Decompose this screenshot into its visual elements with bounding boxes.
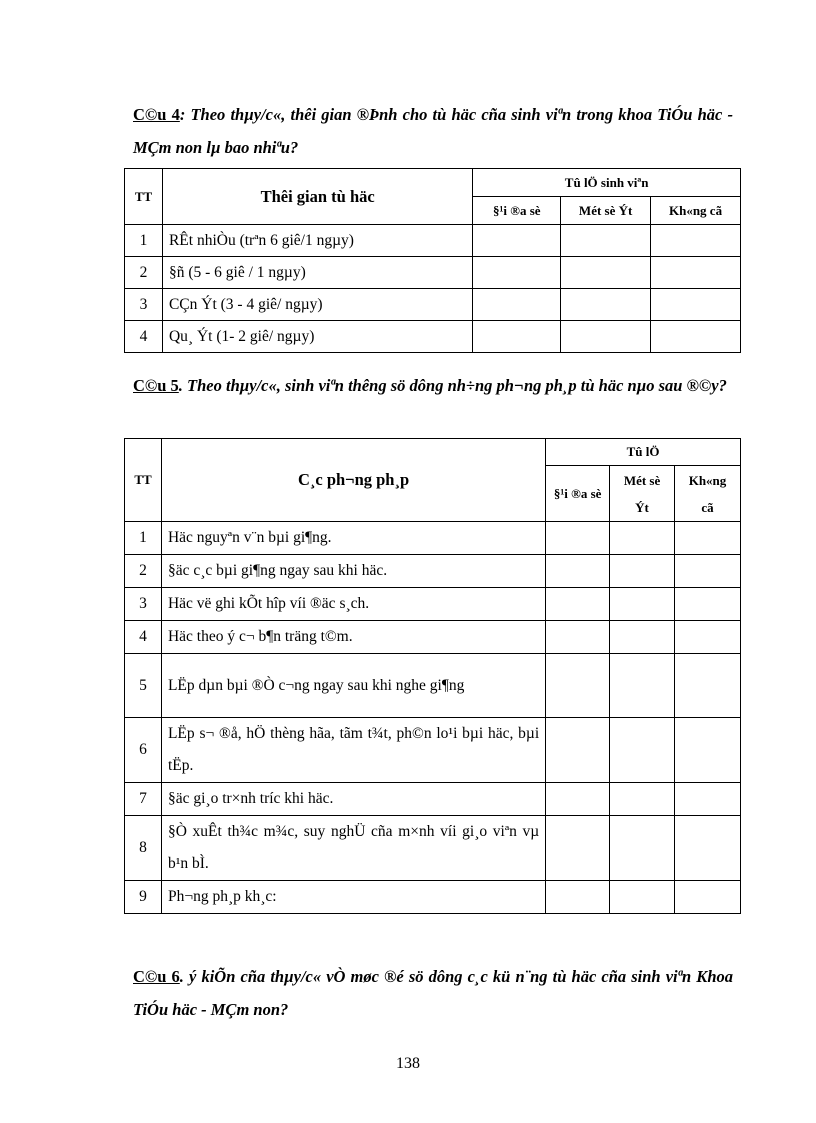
subcol-header: Kh«ng cã xyxy=(651,197,741,225)
row-label: LËp dµn bµi ®Ò c¬ng ngay sau khi nghe gi¶ng xyxy=(161,654,545,718)
table-row xyxy=(125,621,741,654)
table-row xyxy=(125,881,741,914)
cell xyxy=(473,289,561,321)
question-4-label: C©u 4 xyxy=(133,105,180,124)
col-tt-header: TT xyxy=(125,169,163,225)
col-time-header: Thêi gian tù häc xyxy=(162,169,472,225)
question-6 xyxy=(133,960,733,1026)
col-tt-header: TT xyxy=(125,439,162,522)
table-row xyxy=(125,816,741,881)
question-6-text: . ý kiÕn cña thµy/c« vÒ møc ®é sö dông c¸c kü n¨ng tù häc cña sinh viªn Khoa TiÓu häc - MÇm non? xyxy=(133,967,733,1019)
cell xyxy=(675,621,741,654)
cell xyxy=(473,321,561,353)
col-group-header: Tû lÖ sinh viªn xyxy=(473,169,741,197)
subcol-header: §¹i ®a sè xyxy=(546,466,610,522)
row-label: CÇn Ýt (3 - 4 giê/ ngµy) xyxy=(162,289,472,321)
page-number: 138 xyxy=(396,1055,420,1072)
table-row xyxy=(125,225,741,257)
row-number: 7 xyxy=(125,783,162,816)
cell xyxy=(561,321,651,353)
table-row xyxy=(125,321,741,353)
cell xyxy=(610,588,675,621)
cell xyxy=(561,225,651,257)
row-label: Ph¬ng ph¸p kh¸c: xyxy=(161,881,545,914)
table-row xyxy=(125,289,741,321)
row-label: Häc nguyªn v¨n bµi gi¶ng. xyxy=(161,522,545,555)
row-label: §ñ (5 - 6 giê / 1 ngµy) xyxy=(162,257,472,289)
row-label: §äc gi¸o tr×nh tríc khi häc. xyxy=(161,783,545,816)
question-5-text: . Theo thµy/c«, sinh viªn thêng sö dông nh÷ng ph¬ng ph¸p tù häc nµo sau ®©y? xyxy=(178,376,727,395)
cell xyxy=(675,588,741,621)
col-group-header: Tû lÖ xyxy=(546,439,741,466)
cell xyxy=(546,654,610,718)
cell xyxy=(473,225,561,257)
table-row xyxy=(125,555,741,588)
table-row xyxy=(125,783,741,816)
table-row xyxy=(125,522,741,555)
row-number: 9 xyxy=(125,881,162,914)
subcol-header: Kh«ng cã xyxy=(675,466,741,522)
cell xyxy=(473,257,561,289)
cell xyxy=(546,588,610,621)
row-number: 6 xyxy=(125,718,162,783)
cell xyxy=(561,257,651,289)
cell xyxy=(546,718,610,783)
row-number: 8 xyxy=(125,816,162,881)
cell xyxy=(610,718,675,783)
cell xyxy=(675,718,741,783)
cell xyxy=(546,522,610,555)
cell xyxy=(561,289,651,321)
row-number: 4 xyxy=(125,321,163,353)
row-number: 5 xyxy=(125,654,162,718)
row-number: 2 xyxy=(125,555,162,588)
cell xyxy=(675,522,741,555)
table-study-methods xyxy=(124,438,741,914)
cell xyxy=(675,881,741,914)
cell xyxy=(610,555,675,588)
table-row xyxy=(125,718,741,783)
row-label: Häc vë ghi kÕt hîp víi ®äc s¸ch. xyxy=(161,588,545,621)
cell xyxy=(610,881,675,914)
question-5-label: C©u 5 xyxy=(133,376,179,395)
cell xyxy=(610,621,675,654)
cell xyxy=(651,289,741,321)
cell xyxy=(651,225,741,257)
cell xyxy=(675,555,741,588)
table-row xyxy=(125,654,741,718)
cell xyxy=(546,621,610,654)
cell xyxy=(546,555,610,588)
subcol-header: Mét sè Ýt xyxy=(561,197,651,225)
cell xyxy=(651,257,741,289)
row-label: §äc c¸c bµi gi¶ng ngay sau khi häc. xyxy=(161,555,545,588)
row-label: Häc theo ý c¬ b¶n träng t©m. xyxy=(161,621,545,654)
subcol-header: Mét sè Ýt xyxy=(610,466,675,522)
row-label: RÊt nhiÒu (trªn 6 giê/1 ngµy) xyxy=(162,225,472,257)
question-4 xyxy=(133,98,733,164)
cell xyxy=(675,783,741,816)
cell xyxy=(610,783,675,816)
table-row xyxy=(125,588,741,621)
row-label: Qu¸ Ýt (1- 2 giê/ ngµy) xyxy=(162,321,472,353)
cell xyxy=(546,783,610,816)
cell xyxy=(675,816,741,881)
question-5 xyxy=(133,369,733,402)
cell xyxy=(546,816,610,881)
row-label: LËp s¬ ®å, hÖ thèng hãa, tãm t¾t, ph©n lo¹i bµi häc, bµi tËp. xyxy=(161,718,545,783)
row-number: 3 xyxy=(125,289,163,321)
subcol-header: §¹i ®a sè xyxy=(473,197,561,225)
row-number: 4 xyxy=(125,621,162,654)
row-number: 1 xyxy=(125,225,163,257)
table-row xyxy=(125,257,741,289)
question-6-label: C©u 6 xyxy=(133,967,180,986)
cell xyxy=(610,654,675,718)
row-number: 1 xyxy=(125,522,162,555)
row-number: 2 xyxy=(125,257,163,289)
cell xyxy=(546,881,610,914)
cell xyxy=(610,816,675,881)
col-method-header: C¸c ph¬ng ph¸p xyxy=(161,439,545,522)
cell xyxy=(610,522,675,555)
cell xyxy=(651,321,741,353)
row-label: §Ò xuÊt th¾c m¾c, suy nghÜ cña m×nh víi gi¸o viªn vµ b¹n bÌ. xyxy=(161,816,545,881)
question-4-text: : Theo thµy/c«, thêi gian ®Þnh cho tù häc cña sinh viªn trong khoa TiÓu häc - MÇm non lµ bao nhiªu? xyxy=(133,105,733,157)
cell xyxy=(675,654,741,718)
row-number: 3 xyxy=(125,588,162,621)
table-self-study-time xyxy=(124,168,741,353)
